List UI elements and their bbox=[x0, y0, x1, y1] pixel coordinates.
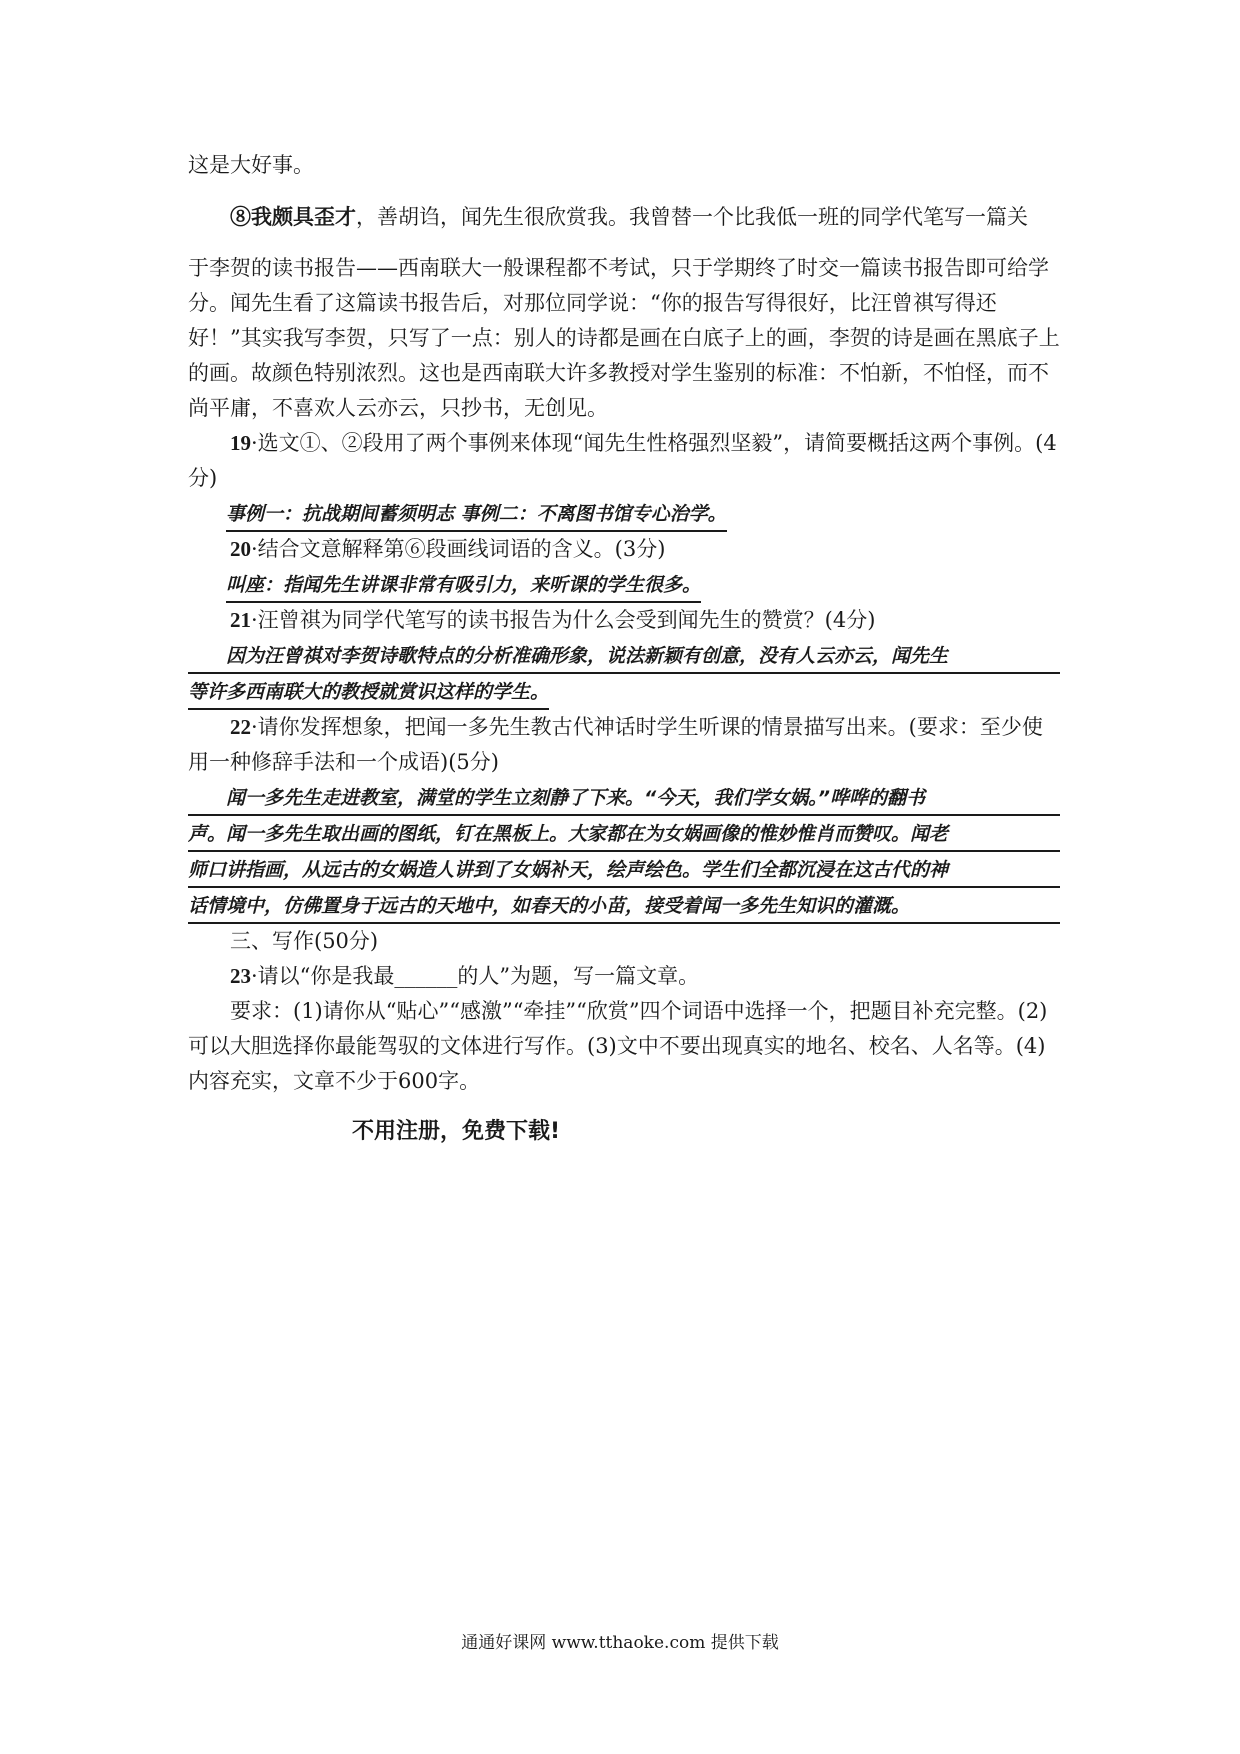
question-19: 19·选文①、②段用了两个事例来体现“闻先生性格强烈坚毅”，请简要概括这两个事例。(4分) bbox=[188, 431, 1057, 490]
answer-22-line-3: 师口讲指画，从远古的女娲造人讲到了女娲补天，绘声绘色。学生们全都沉浸在这古代的神 bbox=[188, 854, 1060, 888]
question-20: 20·结合文意解释第⑥段画线词语的含义。(3分) bbox=[230, 537, 666, 561]
section-3-heading: 三、写作(50分) bbox=[230, 929, 379, 953]
page-footer: 通通好课网 www.tthaoke.com 提供下载 bbox=[461, 1633, 779, 1653]
answer-22-line-4: 话情境中，仿佛置身于远古的天地中，如春天的小苗，接受着闻一多先生知识的灌溉。 bbox=[188, 890, 1060, 924]
answer-21-line-2: 等许多西南联大的教授就赏识这样的学生。 bbox=[188, 676, 549, 710]
answer-19: 事例一：抗战期间蓄须明志 事例二：不离图书馆专心治学。 bbox=[226, 498, 727, 532]
paragraph-8-highlight: ⑧我颇具歪才 bbox=[230, 204, 356, 229]
document-content bbox=[188, 148, 1060, 1099]
passage-paragraph-8 bbox=[188, 199, 1060, 235]
answer-22-line-2: 声。闻一多先生取出画的图纸，钉在黑板上。大家都在为女娲画像的惟妙惟肖而赞叹。闻老 bbox=[188, 818, 1060, 852]
question-21: 21·汪曾祺为同学代笔写的读书报告为什么会受到闻先生的赞赏？(4分) bbox=[230, 608, 876, 632]
passage-paragraph-7-end: 这是大好事。 bbox=[188, 153, 314, 177]
answer-22-line-1: 闻一多先生走进教室，满堂的学生立刻静了下来。“今天，我们学女娲。”哗哗的翻书 bbox=[188, 782, 1060, 816]
answer-21-line-1: 因为汪曾祺对李贺诗歌特点的分析准确形象，说法新颖有创意，没有人云亦云，闻先生 bbox=[188, 640, 1060, 674]
promo-text: 不用注册，免费下载! bbox=[352, 1119, 561, 1144]
question-23-requirements: 要求：(1)请你从“贴心”“感激”“牵挂”“欣赏”四个词语中选择一个，把题目补充完整。(2)可以大胆选择你最能驾驭的文体进行写作。(3)文中不要出现真实的地名、校名、人名等。(4)内容充实，文章不少于600字。 bbox=[188, 999, 1048, 1093]
answer-22 bbox=[188, 782, 1060, 924]
passage-paragraph-8-cont: 于李贺的读书报告——西南联大一般课程都不考试，只于学期终了时交一篇读书报告即可给学分。闻先生看了这篇读书报告后，对那位同学说：“你的报告写得很好，比汪曾祺写得还好！”其实我写李贺，只写了一点：别人的诗都是画在白底子上的画，李贺的诗是画在黑底子上的画。故颜色特别浓烈。这也是西南联大许多教授对学生鉴别的标准：不怕新，不怕怪，而不尚平庸，不喜欢人云亦云，只抄书，无创见。 bbox=[188, 256, 1060, 420]
question-23: 23·请以“你是我最______的人”为题，写一篇文章。 bbox=[230, 964, 700, 988]
paragraph-8-line1: ，善胡诌，闻先生很欣赏我。我曾替一个比我低一班的同学代笔写一篇关 bbox=[356, 205, 1028, 229]
answer-20: 叫座：指闻先生讲课非常有吸引力，来听课的学生很多。 bbox=[226, 569, 701, 603]
question-22: 22·请你发挥想象，把闻一多先生教古代神话时学生听课的情景描写出来。(要求：至少使用一种修辞手法和一个成语)(5分) bbox=[188, 715, 1043, 774]
answer-21 bbox=[188, 640, 1060, 710]
